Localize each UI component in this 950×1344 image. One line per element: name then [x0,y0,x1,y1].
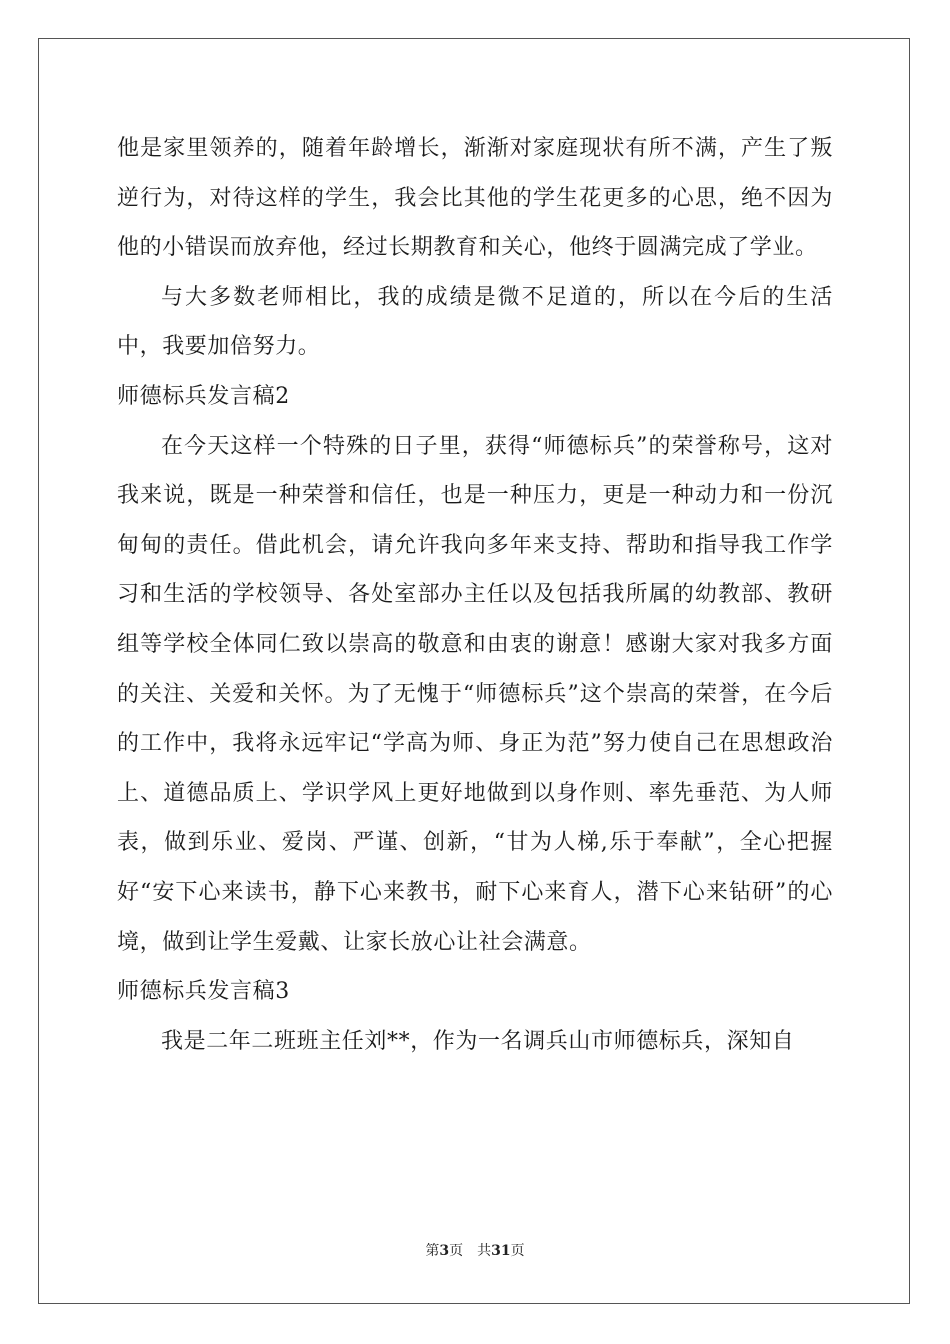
page-number: 3 [439,1243,450,1259]
footer-prefix: 第 [425,1243,440,1259]
footer-total-prefix: 共 [477,1243,492,1259]
page-footer [0,1240,950,1260]
document-body [117,124,833,1066]
paragraph-continuation: 他是家里领养的，随着年龄增长，渐渐对家庭现状有所不满，产生了叛逆行为，对待这样的学生，我会比其他的学生花更多的心思，绝不因为他的小错误而放弃他，经过长期教育和关心，他终于圆满完成了学业。 [117,136,833,261]
paragraph: 我是二年二班班主任刘**，作为一名调兵山市师德标兵，深知自 [161,1028,795,1054]
footer-total-suffix: 页 [510,1243,525,1259]
paragraph: 与大多数老师相比，我的成绩是微不足道的，所以在今后的生活中，我要加倍努力。 [117,284,833,360]
section-heading-3: 师德标兵发言稿3 [117,979,290,1005]
total-pages: 31 [491,1243,511,1259]
section-heading-2: 师德标兵发言稿2 [117,383,290,409]
footer-page-suffix: 页 [449,1243,464,1259]
paragraph: 在今天这样一个特殊的日子里，获得“师德标兵”的荣誉称号，这对我来说，既是一种荣誉和信任，也是一种压力，更是一种动力和一份沉甸甸的责任。借此机会，请允许我向多年来支持、帮助和指导我工作学习和生活的学校领导、各处室部办主任以及包括我所属的幼教部、教研组等学校全体同仁致以崇高的敬意和由衷的谢意！感谢大家对我多方面的关注、关爱和关怀。为了无愧于“师德标兵”这个崇高的荣誉，在今后的工作中，我将永远牢记“学高为师、身正为范”努力使自己在思想政治上、道德品质上、学识学风上更好地做到以身作则、率先垂范、为人师表，做到乐业、爱岗、严谨、创新，“甘为人梯,乐于奉献”，全心把握好“安下心来读书，静下心来教书，耐下心来育人，潜下心来钻研”的心境，做到让学生爱戴、让家长放心让社会满意。 [117,433,833,955]
